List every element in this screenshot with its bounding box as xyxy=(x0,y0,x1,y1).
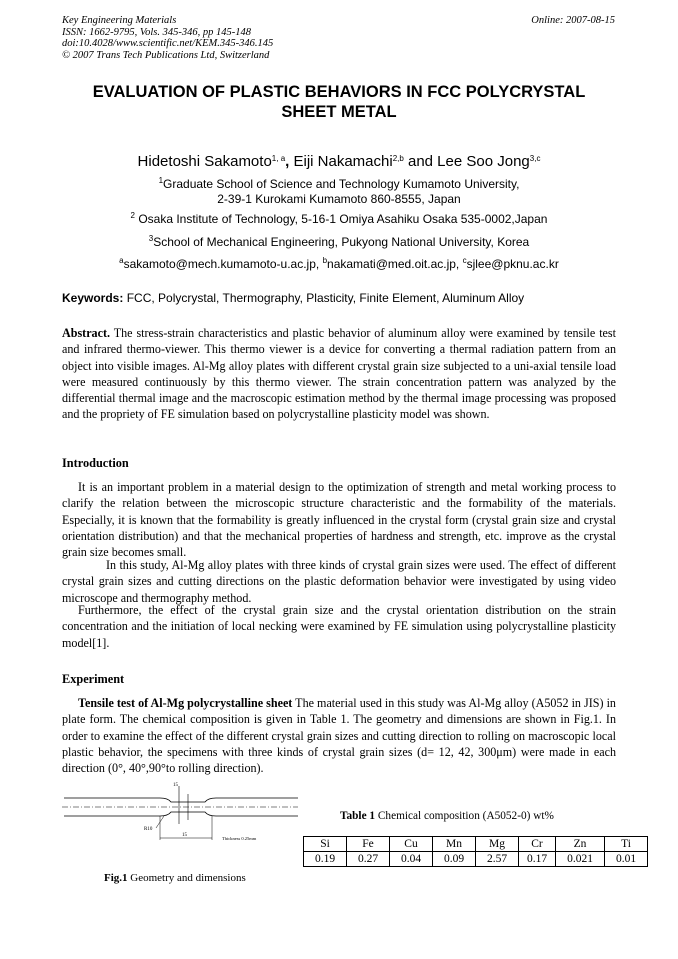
figure-caption xyxy=(104,872,246,884)
table-cell: 0.09 xyxy=(433,852,476,867)
specimen-outline-top xyxy=(64,798,298,802)
affiliation-text: Graduate School of Science and Technology Kumamoto University, xyxy=(163,177,520,191)
table-header-cell: Ti xyxy=(605,837,648,852)
dim-label: 15 xyxy=(182,833,187,838)
intro-paragraph-3: Furthermore, the effect of the crystal grain size and the crystal orientation distribution on the strain concentration and the initiation of local necking were examined by FE simulation using polycrystalline plasticity model[1]. xyxy=(62,603,616,650)
table-cell: 0.27 xyxy=(347,852,390,867)
affiliation-2 xyxy=(62,212,616,227)
subsection-run-in: Tensile test of Al-Mg polycrystalline sheet xyxy=(78,696,293,710)
table-cell: 2.57 xyxy=(476,852,519,867)
email-sup: c xyxy=(462,256,467,265)
keywords xyxy=(62,291,616,305)
author-emails xyxy=(62,257,616,272)
author-sup: 1, a xyxy=(271,154,286,163)
title-line-2: SHEET METAL xyxy=(281,103,397,121)
chemical-composition-table xyxy=(303,836,648,867)
author-name: Hidetoshi Sakamoto xyxy=(137,153,272,170)
experiment-paragraph xyxy=(62,695,616,776)
table-header-cell: Cr xyxy=(519,837,556,852)
affiliation-text: Osaka Institute of Technology, 5-16-1 Omiya Asahiku Osaka 535-0002,Japan xyxy=(134,212,548,226)
author-name: Eiji Nakamachi xyxy=(289,153,393,170)
table-header-cell: Mg xyxy=(476,837,519,852)
paper-title xyxy=(62,82,616,122)
keywords-text: FCC, Polycrystal, Thermography, Plasticity, Finite Element, Aluminum Alloy xyxy=(123,291,525,305)
dim-label: R10 xyxy=(144,827,153,832)
thickness-label: Thickness 0.25mm xyxy=(222,836,257,841)
issn: ISSN: 1662-9795, Vols. 345-346, pp 145-148 xyxy=(62,26,251,38)
dim-label: 15 xyxy=(173,783,178,788)
doi: doi:10.4028/www.scientific.net/KEM.345-346.145 xyxy=(62,38,274,50)
affiliation-text: School of Mechanical Engineering, Pukyong National University, Korea xyxy=(153,235,530,249)
table-row xyxy=(304,852,648,867)
specimen-geometry-figure xyxy=(62,780,298,842)
table-caption-text: Chemical composition (A5052-0) wt% xyxy=(375,810,554,822)
author-sep: and xyxy=(403,153,434,170)
intro-paragraph-2: In this study, Al-Mg alloy plates with three kinds of crystal grain sizes were used. The effect of different crystal grain sizes and cutting directions on the plastic deformation behavior were investigated by using video microscope and thermography method. xyxy=(62,558,616,605)
table-cell: 0.021 xyxy=(556,852,605,867)
affiliation-text: 2-39-1 Kurokami Kumamoto 860-8555, Japan xyxy=(217,191,461,206)
table-cell: 0.01 xyxy=(605,852,648,867)
table-header-cell: Zn xyxy=(556,837,605,852)
email-sup: b xyxy=(322,256,328,265)
journal-meta xyxy=(62,15,273,61)
affiliation-1 xyxy=(62,177,616,206)
author-name: Lee Soo Jong xyxy=(433,153,530,170)
email-link[interactable]: nakamati@med.oit.ac.jp, xyxy=(327,257,463,271)
intro-paragraph-1: It is an important problem in a material design to the optimization of strength and metal working process to clarify the relation between the microscopic structure characteristic and the formability of the materials. Especially, it is known that the formability is greatly influenced in the crystal form (crystal grain size and crystal orientation distribution) and that the mechanical properties of hardness and strength, etc. improve as the crystal grain size becomes small. xyxy=(62,480,616,560)
author-list xyxy=(62,153,616,170)
specimen-outline-bottom xyxy=(64,812,298,816)
abstract-label: Abstract. xyxy=(62,326,111,340)
table-header-cell: Cu xyxy=(390,837,433,852)
author-sup: 2,b xyxy=(392,154,404,163)
section-heading-introduction: Introduction xyxy=(62,456,129,470)
keywords-label: Keywords: xyxy=(62,291,124,305)
section-heading-experiment: Experiment xyxy=(62,672,125,686)
table-cell: 0.04 xyxy=(390,852,433,867)
email-link[interactable]: sakamoto@mech.kumamoto-u.ac.jp, xyxy=(123,257,323,271)
title-line-1: EVALUATION OF PLASTIC BEHAVIORS IN FCC POLYCRYSTAL xyxy=(92,83,586,101)
table-cell: 0.19 xyxy=(304,852,347,867)
online-date: Online: 2007-08-15 xyxy=(531,15,615,26)
experiment-text: The material used in this study was Al-Mg alloy (A5052 in JIS) in plate form. The chemical composition is given in Table 1. The geometry and dimensions are shown in Fig.1. In order to examine the effect of the different crystal grain sizes and cutting direction to rolling on macroscopic local plastic behavior, the specimens with three kinds of crystal grain sizes (d= 12, 42, 300μm) were made in each direction (0°, 40°,90°to rolling direction). xyxy=(62,696,616,776)
author-sep: , xyxy=(285,153,290,170)
email-sup: a xyxy=(119,256,124,265)
journal-name: Key Engineering Materials xyxy=(62,15,177,26)
figure-caption-text: Geometry and dimensions xyxy=(127,872,246,884)
table-caption xyxy=(340,810,554,822)
author-sup: 3,c xyxy=(529,154,541,163)
abstract-text: The stress-strain characteristics and plastic behavior of aluminum alloy were examined by tensile test and infrared thermo-viewer. This thermo viewer is a device for converting a thermal radiation pattern from an object into visible images. Al-Mg alloy plates with different crystal grain size subjected to a uni-axial tensile load were measured continuously by this thermo viewer. The strain concentration pattern was analyzed by the differential thermal image and the macroscopic estimation method by the thermal image processing was proposed and the propriety of FE simulation based on polycrystalline plasticity model was shown. xyxy=(62,326,616,422)
figure-label: Fig.1 xyxy=(104,872,128,884)
table-header-cell: Si xyxy=(304,837,347,852)
abstract xyxy=(62,325,616,423)
table-header-cell: Mn xyxy=(433,837,476,852)
affiliation-sup: 1 xyxy=(158,176,164,185)
affiliation-sup: 3 xyxy=(148,234,154,243)
table-header-row xyxy=(304,837,648,852)
affiliation-sup: 2 xyxy=(130,211,135,220)
copyright: © 2007 Trans Tech Publications Ltd, Switzerland xyxy=(62,49,270,61)
table-cell: 0.17 xyxy=(519,852,556,867)
email-link[interactable]: sjlee@pknu.ac.kr xyxy=(466,257,559,271)
affiliation-3 xyxy=(62,235,616,250)
table-header-cell: Fe xyxy=(347,837,390,852)
table-label: Table 1 xyxy=(340,810,376,822)
